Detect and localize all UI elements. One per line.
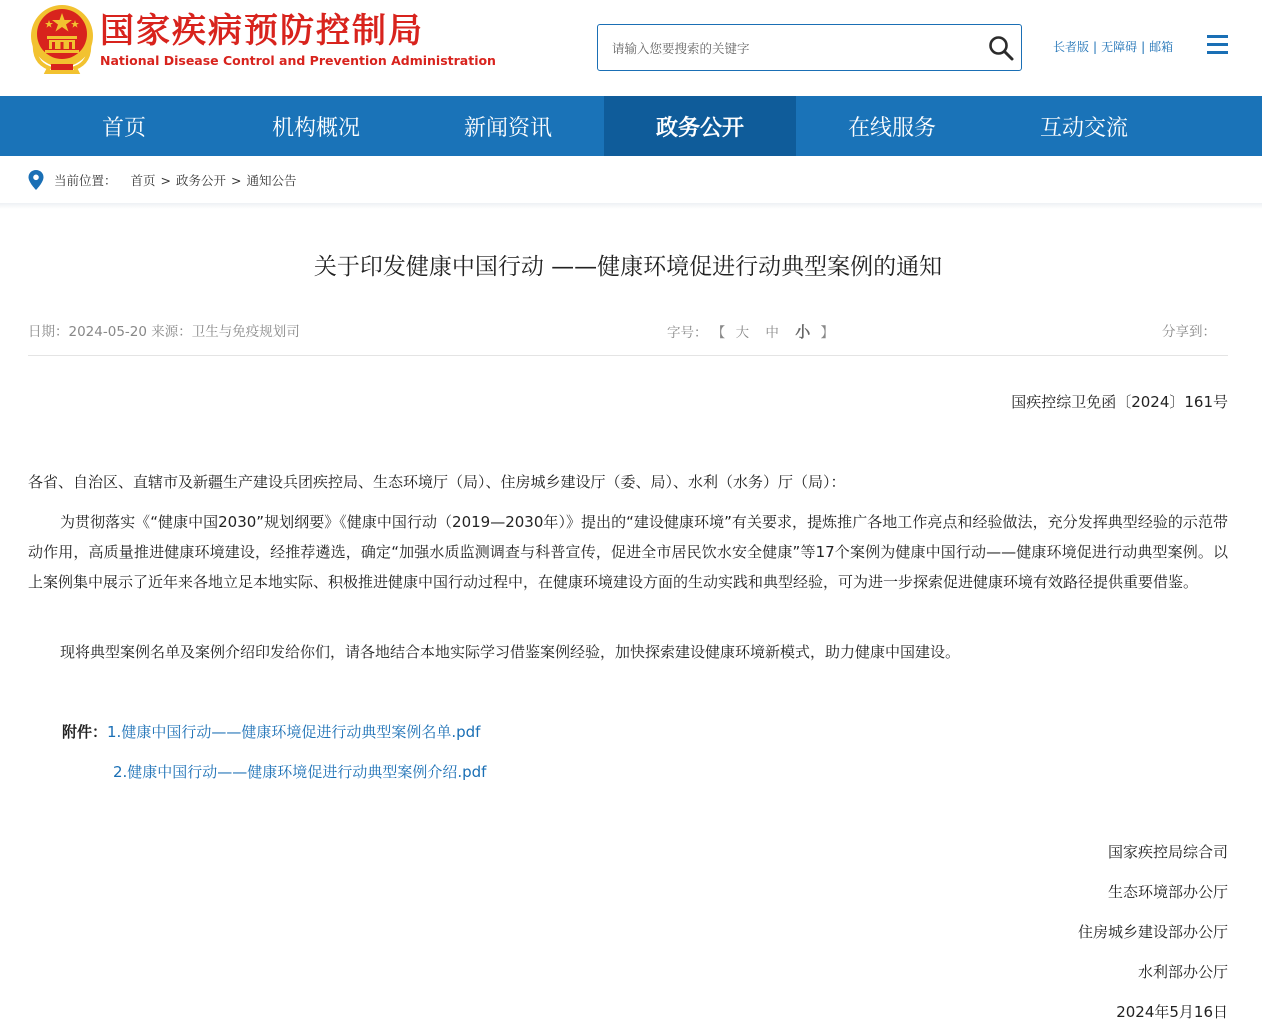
font-size-control <box>667 321 834 344</box>
article-title: 关于印发健康中国行动 ——健康环境促进行动典型案例的通知 <box>313 254 943 280</box>
share-label: 分享到： <box>1162 324 1216 340</box>
font-size-medium[interactable]: 中 <box>765 325 779 341</box>
font-size-bracket-open: 【 <box>711 325 726 341</box>
national-emblem-icon[interactable] <box>27 2 97 74</box>
search-input[interactable] <box>612 37 972 59</box>
source-label: 来源： <box>151 324 192 340</box>
elderly-mode-link[interactable]: 长者版 <box>1053 40 1090 54</box>
article-source: 卫生与免疫规划司 <box>191 324 300 340</box>
signature-water-resources: 水利部办公厅 <box>1137 963 1228 981</box>
attachments-second-row <box>113 758 486 786</box>
main-nav <box>0 96 1262 156</box>
attachments <box>62 718 480 746</box>
font-size-small[interactable]: 小 <box>795 323 811 341</box>
nav-item-government-affairs[interactable]: 政务公开 <box>604 96 796 156</box>
breadcrumb-arrow: > <box>160 172 172 188</box>
nav-item-online-services[interactable]: 在线服务 <box>847 115 936 141</box>
nav-item-interaction[interactable]: 互动交流 <box>1039 115 1128 141</box>
signature-housing-construction: 住房城乡建设部办公厅 <box>1077 923 1228 941</box>
link-separator: | <box>1141 40 1146 54</box>
accessibility-link[interactable]: 无障碍 <box>1101 40 1138 54</box>
font-size-bracket-close: 】 <box>820 325 834 341</box>
search-box <box>597 24 1022 71</box>
site-header <box>0 0 1262 96</box>
hamburger-menu-icon[interactable] <box>1207 35 1229 57</box>
font-size-large[interactable]: 大 <box>735 325 750 341</box>
breadcrumb-label: 当前位置： <box>54 173 117 188</box>
nav-item-about[interactable]: 机构概况 <box>271 115 360 141</box>
signature-ecology-environment: 生态环境部办公厅 <box>1107 883 1228 901</box>
breadcrumb-arrow: > <box>231 172 242 188</box>
section-divider <box>0 203 1262 209</box>
nav-item-home[interactable]: 首页 <box>101 115 146 141</box>
article-paragraph-closing: 现将典型案例名单及案例介绍印发给你们，请各地结合本地实际学习借鉴案例经验，加快探索建设健康环境新模式，助力健康中国建设。 <box>60 643 961 661</box>
utility-links <box>1053 39 1173 55</box>
document-number: 国疾控综卫免函〔2024〕161号 <box>1011 393 1228 411</box>
attachment-link-1[interactable]: 1.健康中国行动——健康环境促进行动典型案例名单.pdf <box>107 723 481 741</box>
meta-divider <box>28 355 1228 356</box>
breadcrumb-notices[interactable]: 通知公告 <box>246 173 297 188</box>
nav-item-news[interactable]: 新闻资讯 <box>463 115 552 141</box>
article-meta <box>28 321 1228 343</box>
attachment-link-2[interactable]: 2.健康中国行动——健康环境促进行动典型案例介绍.pdf <box>113 763 487 781</box>
attachment-label: 附件： <box>62 723 108 741</box>
font-size-label: 字号： <box>667 325 708 341</box>
search-icon[interactable] <box>987 34 1015 62</box>
article-paragraph-body: 为贯彻落实《“健康中国2030”规划纲要》《健康中国行动（2019—2030年）》提出的“建设健康环境”有关要求，提炼推广各地工作亮点和经验做法，充分发挥典型经验的示范带动作用，高质量推进健康环境建设，经推荐遴选，确定“加强水质监测调查与科普宣传，促进全市居民饮水安全健康”等17个案例为健康中国行动——健康环境促进行动典型案例。以上案例集中展示了近年来各地立足本地实际、积极推进健康中国行动过程中，在健康环境建设方面的生动实践和典型经验，可为进一步探索促进健康环境有效路径提供重要借鉴。 <box>28 513 1228 591</box>
mailbox-link[interactable]: 邮箱 <box>1149 40 1174 54</box>
article-paragraph-recipients: 各省、自治区、直辖市及新疆生产建设兵团疾控局、生态环境厅（局）、住房城乡建设厅（委、局）、水利（水务）厅（局）： <box>28 473 846 491</box>
location-pin-icon <box>28 170 44 190</box>
date-label: 日期： <box>28 324 69 340</box>
article-date-source <box>28 321 300 343</box>
site-title[interactable]: 国家疾病预防控制局 <box>100 11 424 51</box>
site-title-english[interactable]: National Disease Control and Prevention Administration <box>100 53 496 68</box>
signature-ndcpa-general-office: 国家疾控局综合司 <box>1107 843 1228 861</box>
publish-date: 2024-05-20 <box>68 324 147 340</box>
breadcrumb-government-affairs[interactable]: 政务公开 <box>176 173 227 188</box>
breadcrumb <box>28 168 297 192</box>
signature-date: 2024年5月16日 <box>1116 1003 1228 1021</box>
breadcrumb-home[interactable]: 首页 <box>130 173 156 188</box>
link-separator: | <box>1093 40 1098 54</box>
